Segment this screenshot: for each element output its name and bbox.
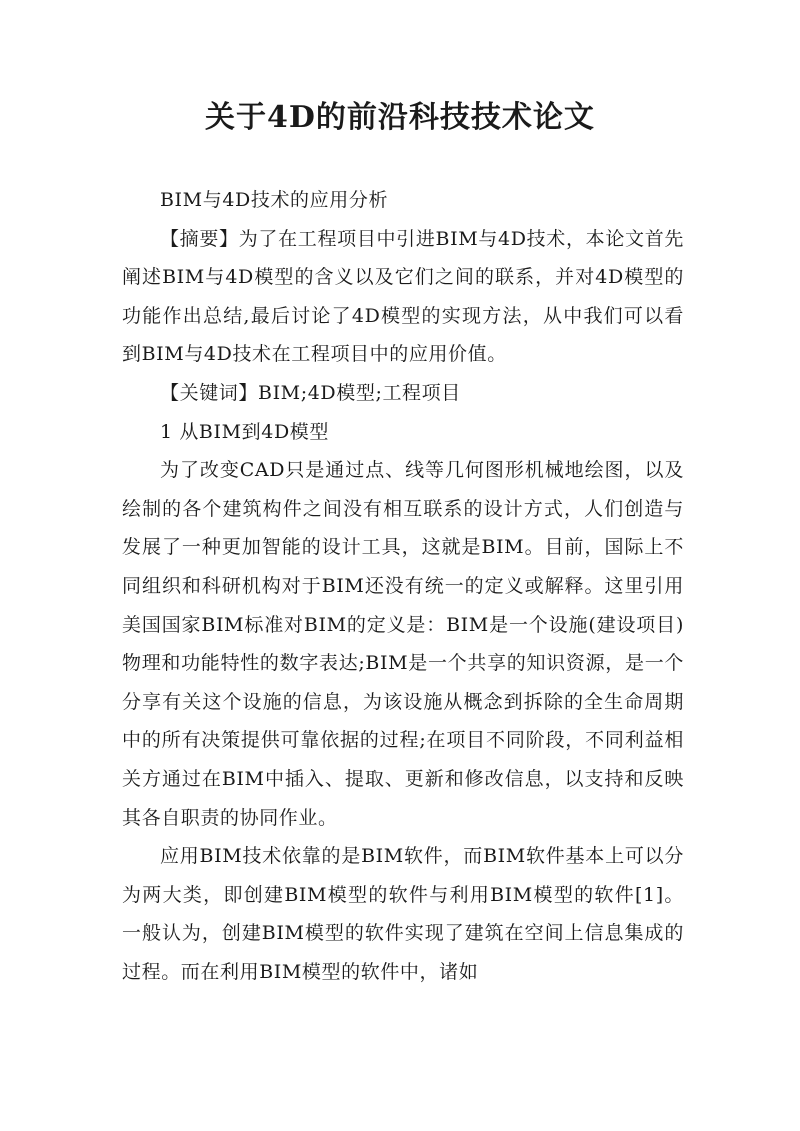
abstract-paragraph: 【摘要】为了在工程项目中引进BIM与4D技术，本论文首先阐述BIM与4D模型的含义以及它们之间的联系，并对4D模型的功能作出总结,最后讨论了4D模型的实现方法，从中我们可以看到BIM与4D技术在工程项目中的应用价值。 [122,227,684,366]
section-heading: BIM与4D技术的应用分析 [160,189,389,211]
document-title: 关于4D的前沿科技技术论文 [205,100,595,135]
document-body [122,181,684,991]
keywords-paragraph: 【关键词】BIM;4D模型;工程项目 [160,381,461,404]
subsection-heading: 1 从BIM到4D模型 [160,420,329,443]
body-paragraph: 为了改变CAD只是通过点、线等几何图形机械地绘图，以及绘制的各个建筑构件之间没有相互联系的设计方式，人们创造与发展了一种更加智能的设计工具，这就是BIM。目前，国际上不同组织和科研机构对于BIM还没有统一的定义或解释。这里引用美国国家BIM标准对BIM的定义是：BIM是一个设施(建设项目)物理和功能特性的数字表达;BIM是一个共享的知识资源，是一个分享有关这个设施的信息，为该设施从概念到拆除的全生命周期中的所有决策提供可靠依据的过程;在项目不同阶段，不同利益相关方通过在BIM中插入、提取、更新和修改信息，以支持和反映其各自职责的协同作业。 [122,459,684,829]
body-paragraph: 应用BIM技术依靠的是BIM软件，而BIM软件基本上可以分为两大类，即创建BIM模型的软件与利用BIM模型的软件[1]。一般认为，创建BIM模型的软件实现了建筑在空间上信息集成的过程。而在利用BIM模型的软件中，诸如 [122,845,684,983]
